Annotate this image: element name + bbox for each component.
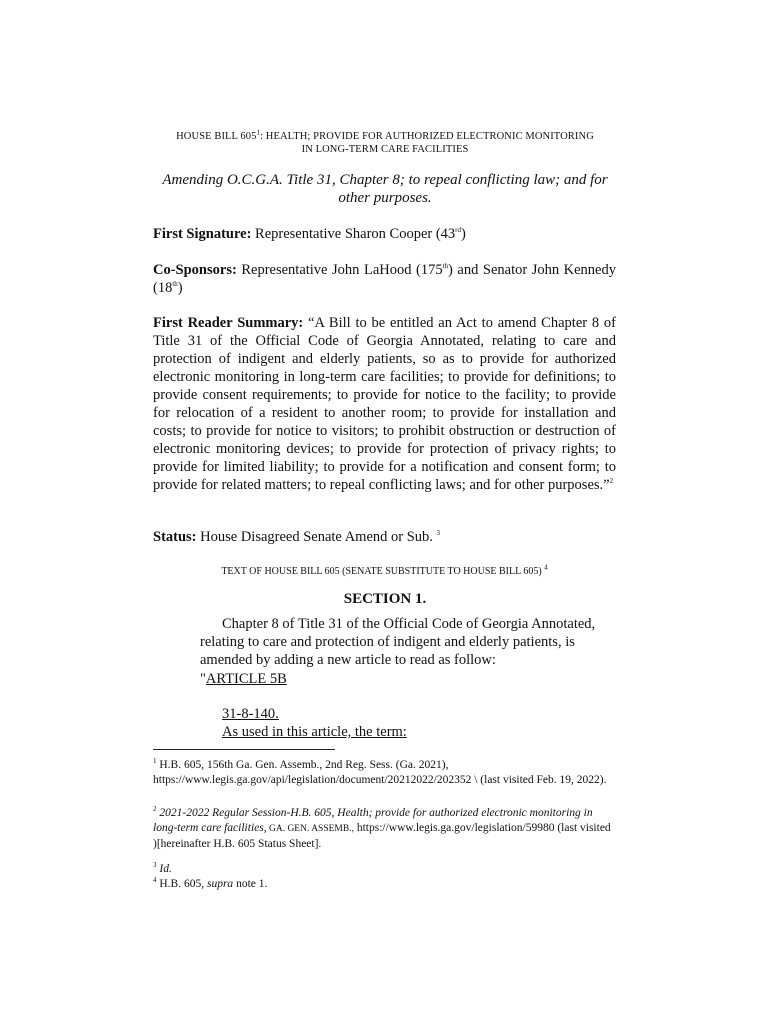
footnote-4: $^4$ H.B. 605, supra note 1.	[153, 876, 268, 890]
first-reader-summary	[153, 314, 616, 494]
bill-subtitle: Amending O.C.G.A. Title 31, Chapter 8; to repeal conflicting law; and for other purposes.	[162, 172, 608, 206]
first-signature: First Signature: Representative Sharon Cooper (43rd)	[153, 226, 466, 242]
bill-heading-line2: IN LONG-TERM CARE FACILITIES	[301, 144, 469, 155]
article-heading: "ARTICLE 5B	[200, 671, 287, 687]
footnote-ref-1[interactable]: 1	[256, 128, 261, 137]
statute-line-3: amended by adding a new article to read as follow:	[200, 652, 496, 668]
footnote-1: $^1$ H.B. 605, 156th Ga. Gen. Assemb., 2nd Reg. Sess. (Ga. 2021), https://www.legis.ga.gov/api/legislation/document/20212022/202352 \ (last visited Feb. 19, 2022).	[153, 757, 607, 786]
co-sponsors: Co-Sponsors: Representative John LaHood (175th) and Senator John Kennedy (18th)	[153, 262, 616, 296]
footnote-3: $^3$ Id.	[153, 861, 172, 875]
section-title: SECTION 1.	[343, 591, 427, 607]
footnote-ref-3[interactable]: 3	[436, 529, 441, 538]
statute-text	[200, 615, 620, 669]
statute-line-2: relating to care and protection of indigent and elderly patients, is	[200, 634, 575, 650]
footnote-2: $^2$ 2021-2022 Regular Session-H.B. 605, Health; provide for authorized electronic monitoring in long-term care facilities, GA. GEN. ASSEMB., https://www.legis.ga.gov/legislation/59980 (last visited )[hereinafter H.B. 605 Status Sheet].	[153, 805, 611, 850]
bill-heading	[150, 130, 620, 156]
first-signature-label: First Signature:	[153, 226, 252, 242]
co-sponsors-label: Co-Sponsors:	[153, 262, 237, 278]
summary-text: “A Bill to be entitled an Act to amend Chapter 8 of Title 31 of the Official Code of Georgia Annotated, relating to care and protection of indigent and elderly patients, so as to provide for authorized electronic monitoring in long-term care facilities; to provide for definitions; to provide consent requirements; to provide for notice to the facility; to provide for relocation of a resident to another room; to provide for installation and costs; to provide for notice to visitors; to prohibit obstruction or destruction of electronic monitoring devices; to provide for protection of privacy rights; to provide for limited liability; to provide for a notification and consent form; to provide for related matters; to repeal conflicting laws; and for other purposes.”	[153, 315, 616, 493]
status-label: Status:	[153, 529, 197, 545]
summary-label: First Reader Summary:	[153, 315, 304, 331]
code-section-number: 31-8-140.	[222, 706, 279, 722]
footnote-ref-4[interactable]: 4	[544, 563, 548, 572]
text-of-bill-heading: TEXT OF HOUSE BILL 605 (SENATE SUBSTITUTE TO HOUSE BILL 605) $^4$	[221, 563, 548, 577]
status-text: House Disagreed Senate Amend or Sub.	[196, 529, 437, 545]
bill-heading-line1: HOUSE BILL $605^1$: HEALTH; PROVIDE FOR AUTHORIZED ELECTRONIC MONITORING	[176, 128, 594, 142]
first-signature-text: Representative Sharon Cooper (43	[251, 226, 456, 242]
definitions-intro: As used in this article, the term:	[222, 724, 407, 740]
statute-line-1: Chapter 8 of Title 31 of the Official Code of Georgia Annotated,	[222, 616, 596, 632]
footnote-divider	[153, 749, 335, 750]
bill-status	[153, 528, 616, 546]
footnote-ref-2[interactable]: 2	[609, 477, 614, 486]
